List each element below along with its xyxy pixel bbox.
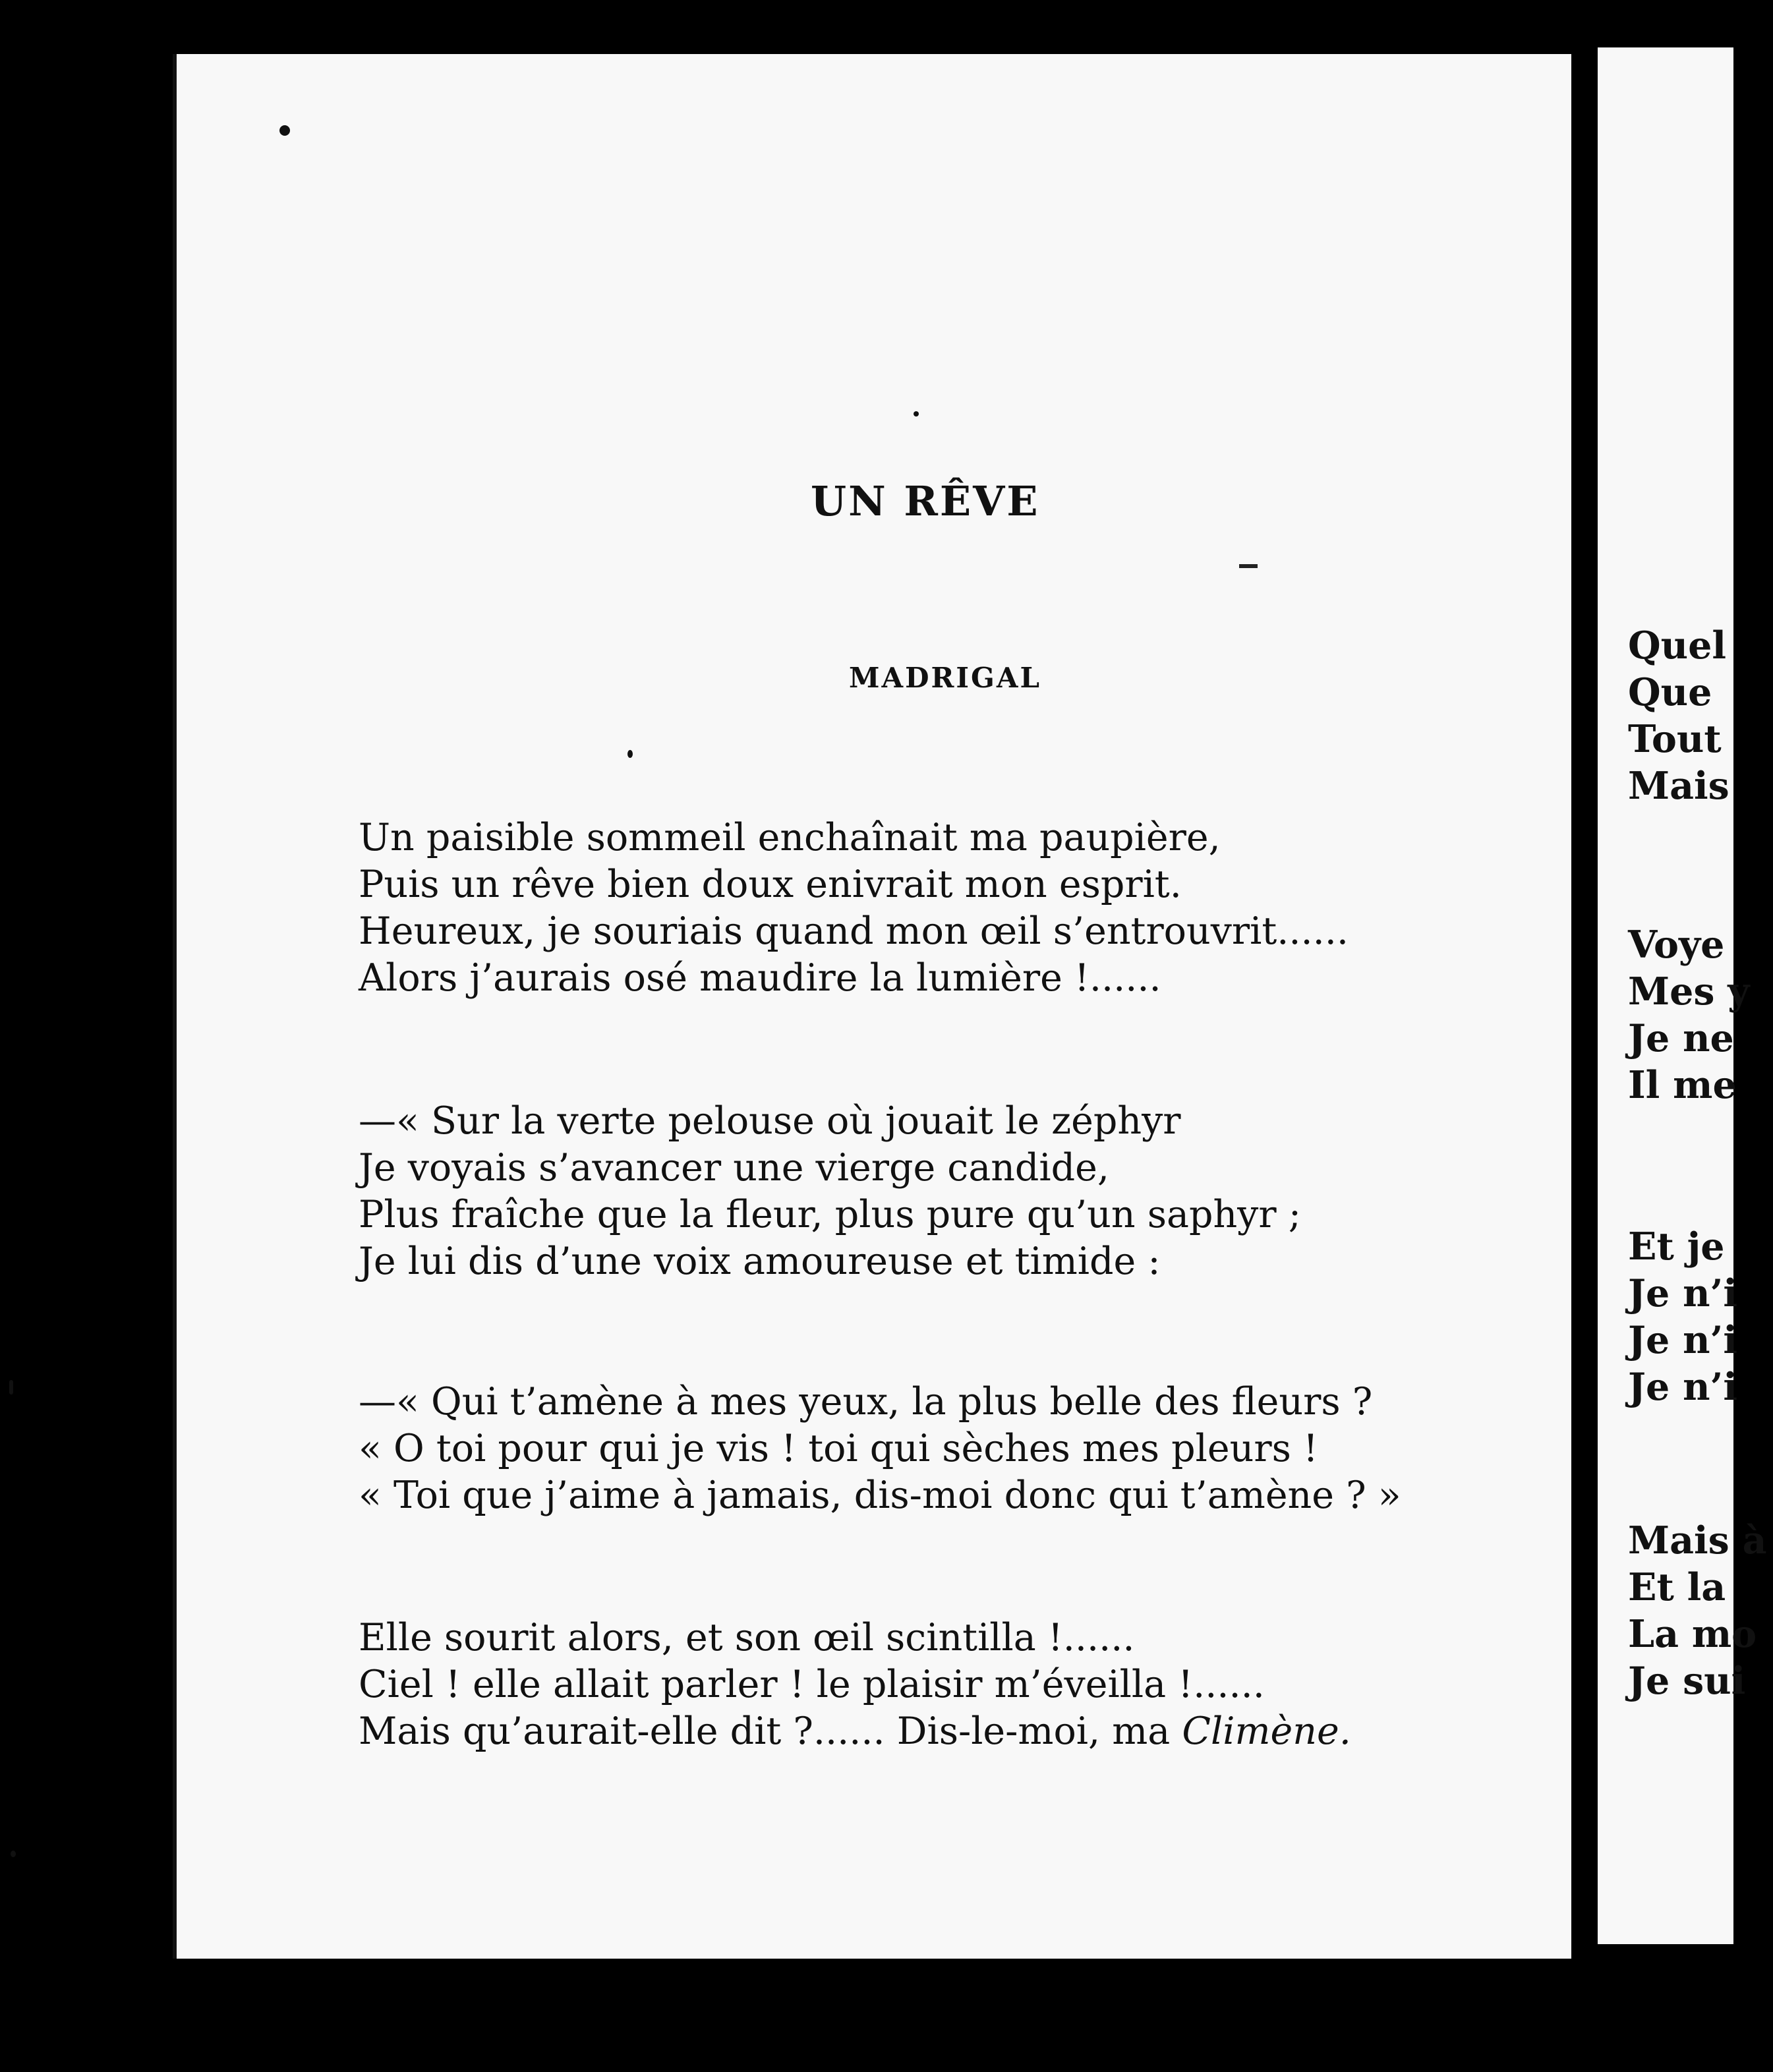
verse-line: [359, 1708, 1598, 1755]
poem-subtitle: MADRIGAL: [849, 662, 1042, 694]
facing-line: Je n’i: [1628, 1271, 1738, 1315]
ink-speck: [627, 750, 633, 758]
facing-line: Que: [1628, 670, 1712, 714]
stanza-3: [359, 1379, 1598, 1519]
stanza-2: [359, 1098, 1598, 1285]
verse-line: Un paisible sommeil enchaînait ma paupière,: [359, 816, 1221, 859]
facing-line: Je sui: [1628, 1659, 1746, 1703]
facing-line: Je n’i: [1628, 1318, 1738, 1362]
facing-line: Et je: [1628, 1224, 1725, 1269]
verse-line: « O toi pour qui je vis ! toi qui sèches mes pleurs !: [359, 1427, 1318, 1470]
facing-line: Je ne: [1628, 1016, 1734, 1060]
ink-speck: [914, 411, 919, 417]
facing-line: Mais à: [1628, 1518, 1767, 1563]
facing-line: Tout: [1628, 717, 1722, 761]
verse-line: —« Qui t’amène à mes yeux, la plus belle des fleurs ?: [359, 1380, 1373, 1424]
stanza-4: [359, 1615, 1598, 1755]
verse-line: Alors j’aurais osé maudire la lumière !......: [359, 956, 1161, 1000]
title-separator: [1239, 564, 1258, 568]
addressee-name: Climène.: [1182, 1710, 1351, 1753]
facing-page: [1598, 47, 1767, 1944]
facing-line: La mo: [1628, 1612, 1757, 1656]
facing-line: Il me: [1628, 1063, 1737, 1107]
verse-line: « Toi que j’aime à jamais, dis-moi donc qui t’amène ? »: [359, 1474, 1401, 1517]
facing-line: Mes y: [1628, 969, 1750, 1014]
facing-line: Je n’i: [1628, 1365, 1738, 1409]
verse-line: —« Sur la verte pelouse où jouait le zéphyr: [359, 1099, 1181, 1143]
ink-speck: [279, 125, 290, 136]
ink-speck: [11, 1851, 16, 1857]
main-page: [173, 54, 1571, 1959]
facing-line: Voye: [1628, 923, 1725, 967]
facing-page-block: [1628, 921, 1773, 1108]
verse-line: Plus fraîche que la fleur, plus pure qu’un saphyr ;: [359, 1193, 1301, 1236]
verse-line: Heureux, je souriais quand mon œil s’entrouvrit......: [359, 909, 1349, 953]
ink-speck: [9, 1380, 13, 1395]
poem-title: UN RÊVE: [811, 477, 1040, 525]
verse-line: Puis un rêve bien doux enivrait mon esprit.: [359, 863, 1182, 906]
verse-line: Ciel ! elle allait parler ! le plaisir m’éveilla !......: [359, 1663, 1265, 1706]
facing-line: Quel: [1628, 623, 1727, 668]
verse-line: Je lui dis d’une voix amoureuse et timide :: [359, 1240, 1161, 1283]
facing-line: Mais: [1628, 764, 1729, 808]
verse-line-text: Mais qu’aurait-elle dit ?...... Dis-le-moi, ma: [359, 1710, 1182, 1753]
facing-page-block: [1628, 622, 1773, 809]
facing-line: Et la: [1628, 1565, 1726, 1609]
verse-line: Elle sourit alors, et son œil scintilla !......: [359, 1616, 1135, 1659]
verse-line: Je voyais s’avancer une vierge candide,: [359, 1146, 1109, 1190]
facing-page-block: [1628, 1517, 1773, 1704]
facing-page-block: [1628, 1223, 1773, 1410]
stanza-1: [359, 815, 1598, 1002]
